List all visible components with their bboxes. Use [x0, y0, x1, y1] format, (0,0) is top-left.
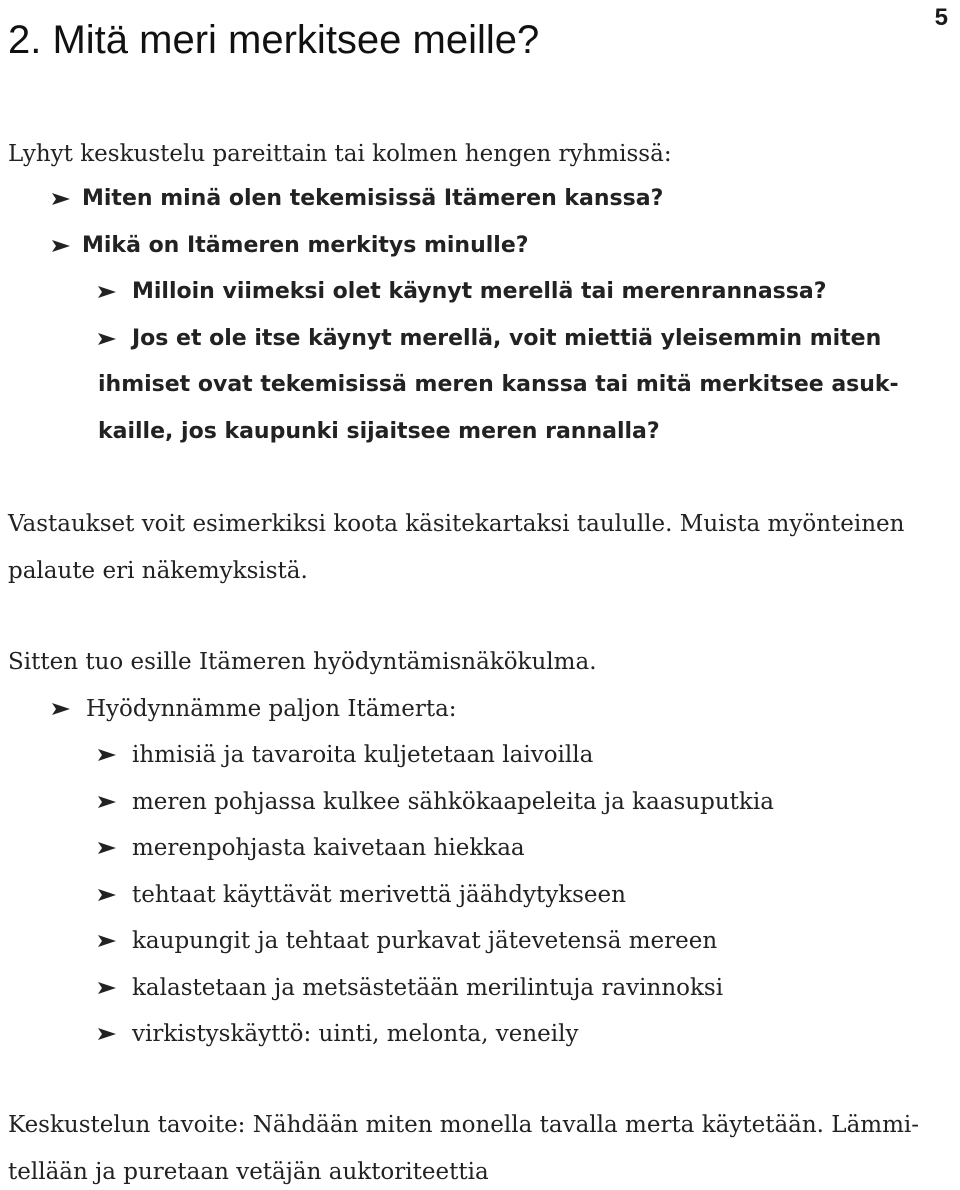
- bullet-arrow-icon: [98, 286, 116, 298]
- section3-intro: Sitten tuo esille Itämeren hyödyntämisnäkökulma.: [8, 649, 597, 675]
- bullet-arrow-icon: [52, 240, 70, 252]
- list-item: ihmisiä ja tavaroita kuljetetaan laivoilla: [132, 742, 594, 768]
- bullet-arrow-icon: [98, 935, 116, 947]
- goal-line2: tellään ja puretaan vetäjän auktoriteettia: [8, 1159, 489, 1185]
- list-item: kalastetaan ja metsästetään merilintuja ravinnoksi: [132, 975, 724, 1001]
- question-2b-line1: Jos et ole itse käynyt merellä, voit miettiä yleisemmin miten: [132, 326, 882, 351]
- section1-intro: Lyhyt keskustelu pareittain tai kolmen hengen ryhmissä:: [8, 141, 672, 167]
- page-number: 5: [934, 4, 948, 31]
- bullet-arrow-icon: [52, 193, 70, 205]
- list-item: virkistyskäyttö: uinti, melonta, veneily: [132, 1021, 579, 1047]
- goal-line1: Keskustelun tavoite: Nähdään miten monella tavalla merta käytetään. Lämmi-: [8, 1112, 920, 1138]
- bullet-arrow-icon: [98, 796, 116, 808]
- bullet-arrow-icon: [52, 703, 70, 715]
- list-item: meren pohjassa kulkee sähkökaapeleita ja kaasuputkia: [132, 789, 774, 815]
- page-title: 2. Mitä meri merkitsee meille?: [8, 18, 540, 62]
- bullet-arrow-icon: [98, 333, 116, 345]
- question-1: Miten minä olen tekemisissä Itämeren kanssa?: [82, 186, 664, 211]
- bullet-arrow-icon: [98, 889, 116, 901]
- bullet-arrow-icon: [98, 982, 116, 994]
- bullet-arrow-icon: [98, 749, 116, 761]
- section2-line1: Vastaukset voit esimerkiksi koota käsitekartaksi taululle. Muista myönteinen: [8, 511, 905, 537]
- list-item: tehtaat käyttävät merivettä jäähdytykseen: [132, 882, 626, 908]
- list-item: merenpohjasta kaivetaan hiekkaa: [132, 835, 525, 861]
- section2-line2: palaute eri näkemyksistä.: [8, 558, 308, 584]
- bullet-arrow-icon: [98, 1028, 116, 1040]
- list-item: kaupungit ja tehtaat purkavat jätevetensä mereen: [132, 928, 718, 954]
- section3-lead: Hyödynnämme paljon Itämerta:: [86, 696, 457, 722]
- bullet-arrow-icon: [98, 842, 116, 854]
- question-2a: Milloin viimeksi olet käynyt merellä tai merenrannassa?: [132, 279, 827, 304]
- question-2b-line2: ihmiset ovat tekemisissä meren kanssa tai mitä merkitsee asuk-: [98, 372, 899, 397]
- question-2: Mikä on Itämeren merkitys minulle?: [82, 233, 529, 258]
- question-2b-line3: kaille, jos kaupunki sijaitsee meren rannalla?: [98, 419, 660, 444]
